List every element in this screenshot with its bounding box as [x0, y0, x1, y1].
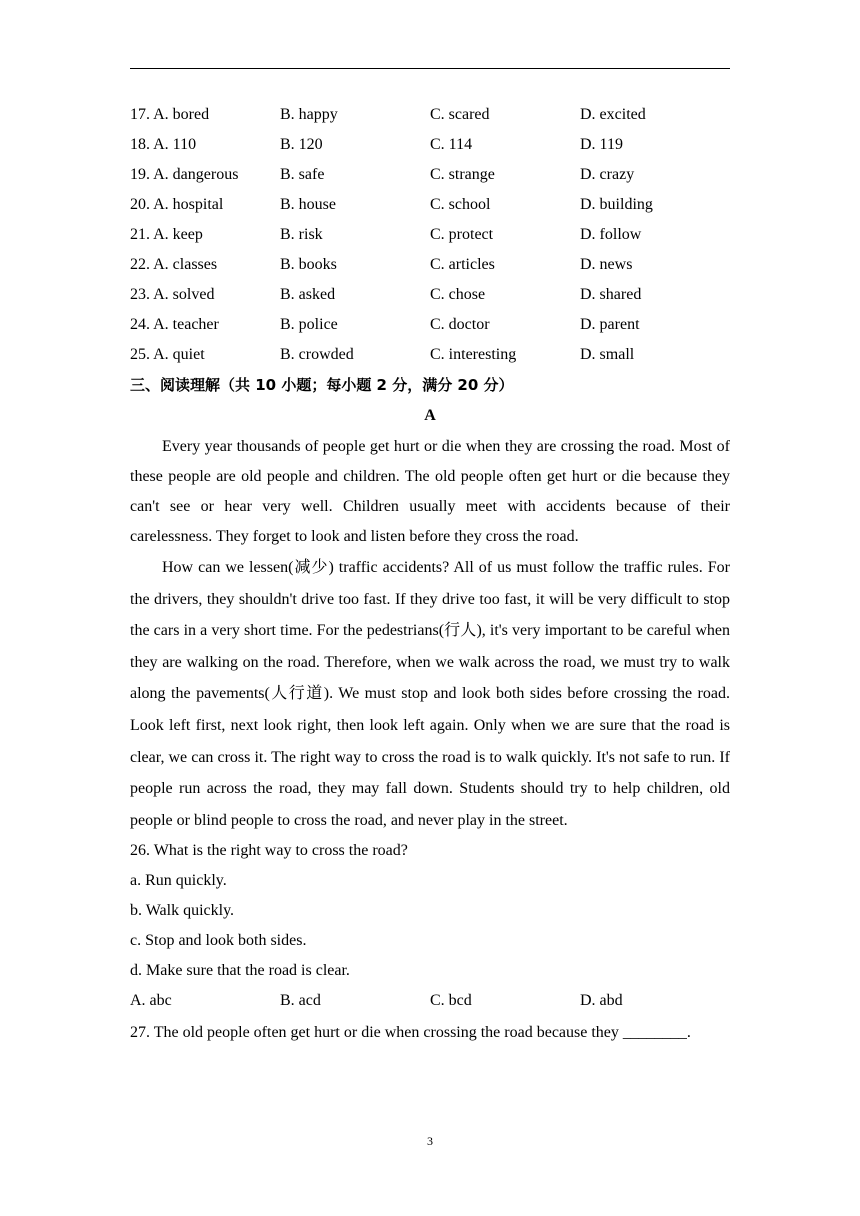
option-row-17 [130, 100, 730, 130]
option: 20. A. hospital [130, 196, 224, 213]
answer-choice: D. abd [580, 992, 623, 1010]
option: C. interesting [430, 346, 517, 363]
option: D. 119 [580, 136, 623, 153]
option: B. police [280, 316, 338, 333]
option-row-19 [130, 160, 730, 190]
statement-item: b. Walk quickly. [130, 902, 235, 920]
option: D. excited [580, 106, 646, 123]
option: 23. A. solved [130, 286, 215, 303]
statement-item: d. Make sure that the road is clear. [130, 962, 350, 980]
option-row-18 [130, 130, 730, 160]
option: C. protect [430, 226, 494, 243]
page-number: 3 [427, 1134, 433, 1148]
option: 17. A. bored [130, 106, 210, 123]
answer-choice: C. bcd [430, 992, 472, 1010]
passage-title: A [424, 407, 436, 424]
page-content [130, 100, 730, 1049]
option: C. strange [430, 166, 495, 183]
option: C. articles [430, 256, 495, 273]
option: D. building [580, 196, 653, 213]
option: D. shared [580, 286, 642, 303]
option-row-21 [130, 220, 730, 250]
option: B. asked [280, 286, 336, 303]
statement-item: c. Stop and look both sides. [130, 932, 307, 950]
option: C. scared [430, 106, 490, 123]
option: B. 120 [280, 136, 323, 153]
option: B. happy [280, 106, 338, 123]
option-row-20 [130, 190, 730, 220]
cloze-options [130, 100, 730, 370]
option: B. crowded [280, 346, 354, 363]
option: 19. A. dangerous [130, 166, 239, 183]
option: C. chose [430, 286, 486, 303]
option-row-22 [130, 250, 730, 280]
question-text: 26. What is the right way to cross the road? [130, 842, 408, 860]
answer-choices [130, 986, 730, 1016]
question-27: 27. The old people often get hurt or die when crossing the road because they ________. [130, 1024, 691, 1042]
option: 25. A. quiet [130, 346, 205, 363]
option: 22. A. classes [130, 256, 218, 273]
section-title: 三、阅读理解（共 10 小题；每小题 2 分，满分 20 分） [130, 376, 514, 394]
option: B. house [280, 196, 336, 213]
answer-choice: B. acd [280, 992, 321, 1010]
option: C. 114 [430, 136, 473, 153]
option-row-25 [130, 340, 730, 370]
option: C. school [430, 196, 491, 213]
option: C. doctor [430, 316, 490, 333]
option-row-23 [130, 280, 730, 310]
option: 18. A. 110 [130, 136, 197, 153]
statement-item: a. Run quickly. [130, 872, 227, 890]
option: B. books [280, 256, 337, 273]
passage-paragraph-2: How can we lessen(减少) traffic accidents? All of us must follow the traffic rules. For the drivers, they shouldn't drive too fast. If they drive too fast, it will be very difficult to stop the cars in a very short time. For the pedestrians(行人), it's very important to be careful when they are walking on the road. Therefore, when we walk across the road, we must try to walk along the pavements(人行道). We must stop and look both sides before crossing the road. Look left first, next look right, then look left again. Only when we are sure that the road is clear, we can cross it. The right way to cross the road is to walk quickly. It's not safe to run. If people run across the road, they may fall down. Students should try to help children, old people or blind people to cross the road, and never play in the street. [130, 559, 730, 829]
option: B. risk [280, 226, 323, 243]
option: D. follow [580, 226, 642, 243]
option: D. crazy [580, 166, 635, 183]
option: D. small [580, 346, 635, 363]
option: D. news [580, 256, 633, 273]
option: 21. A. keep [130, 226, 203, 243]
passage-paragraph-1: Every year thousands of people get hurt or die when they are crossing the road. Most of these people are old people and children. The old people often get hurt or die because they can't see or hear very well. Children usually meet with accidents because of their carelessness. They forget to look and listen before they cross the road. [130, 438, 730, 545]
header-rule [130, 68, 730, 69]
option: D. parent [580, 316, 640, 333]
answer-choice: A. abc [130, 992, 172, 1010]
option: 24. A. teacher [130, 316, 219, 333]
question-26 [130, 836, 730, 1016]
option-row-24 [130, 310, 730, 340]
option: B. safe [280, 166, 325, 183]
